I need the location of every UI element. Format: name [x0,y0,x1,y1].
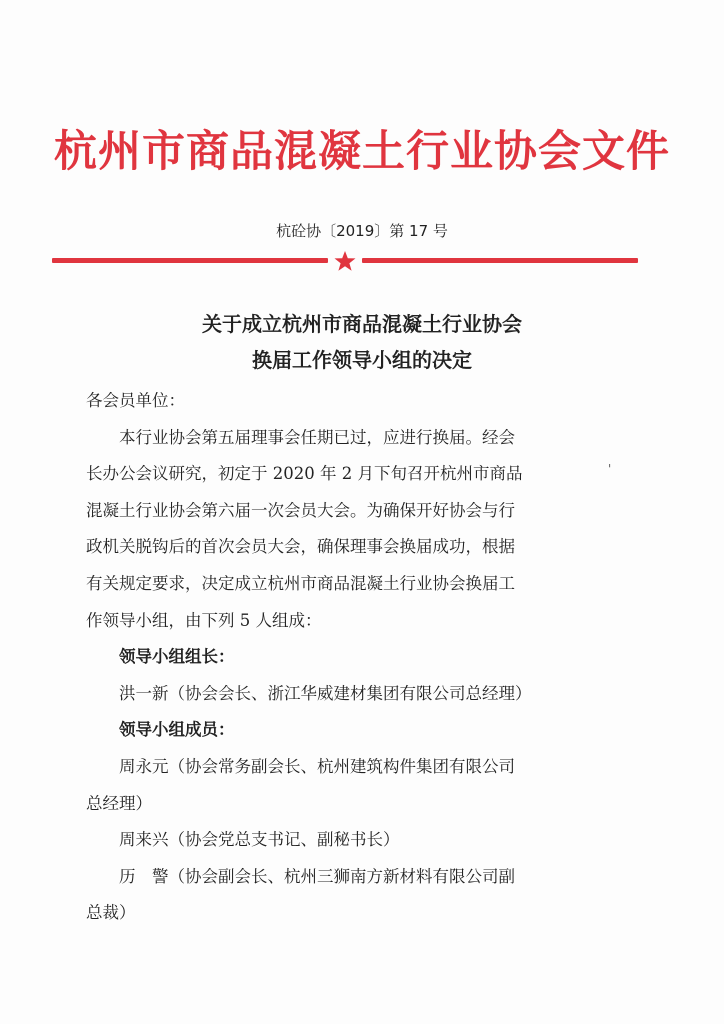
member-line: 周来兴（协会党总支书记、副秘书长） [86,830,400,850]
paragraph-line: 有关规定要求，决定成立杭州市商品混凝土行业协会换届工 [86,573,515,593]
stray-mark: ' [608,462,612,476]
member-line: 历 警（协会副会长、杭州三狮南方新材料有限公司副 [86,866,515,886]
member-line: 总经理） [86,793,152,813]
star-icon [333,250,357,272]
subject-title-line-2: 换届工作领导小组的决定 [252,348,472,372]
subject-title-line-1: 关于成立杭州市商品混凝土行业协会 [202,312,522,336]
document-body [86,383,626,932]
leader-heading: 领导小组组长： [86,647,235,667]
member-line: 周永元（协会常务副会长、杭州建筑构件集团有限公司 [86,756,515,776]
document-number: 杭砼协〔2019〕第 17 号 [276,222,448,240]
salutation: 各会员单位： [86,391,185,410]
leader-entry: 洪一新（协会会长、浙江华威建材集团有限公司总经理） [86,683,532,703]
paragraph-line: 作领导小组，由下列 5 人组成： [86,610,322,630]
document-header-title: 杭州市商品混凝土行业协会文件 [54,127,670,177]
paragraph-line: 混凝土行业协会第六届一次会员大会。为确保开好协会与行 [86,500,515,520]
member-line: 总裁） [86,903,136,923]
separator-bar-right [362,258,638,263]
red-separator-rule [52,250,638,272]
paragraph-line: 政机关脱钩后的首次会员大会，确保理事会换届成功，根据 [86,537,515,557]
paragraph-line: 本行业协会第五届理事会任期已过，应进行换届。经会 [86,427,515,447]
separator-bar-left [52,258,328,263]
members-heading: 领导小组成员： [86,720,235,740]
paragraph-line: 长办公会议研究，初定于 2020 年 2 月下旬召开杭州市商品 [86,464,523,484]
